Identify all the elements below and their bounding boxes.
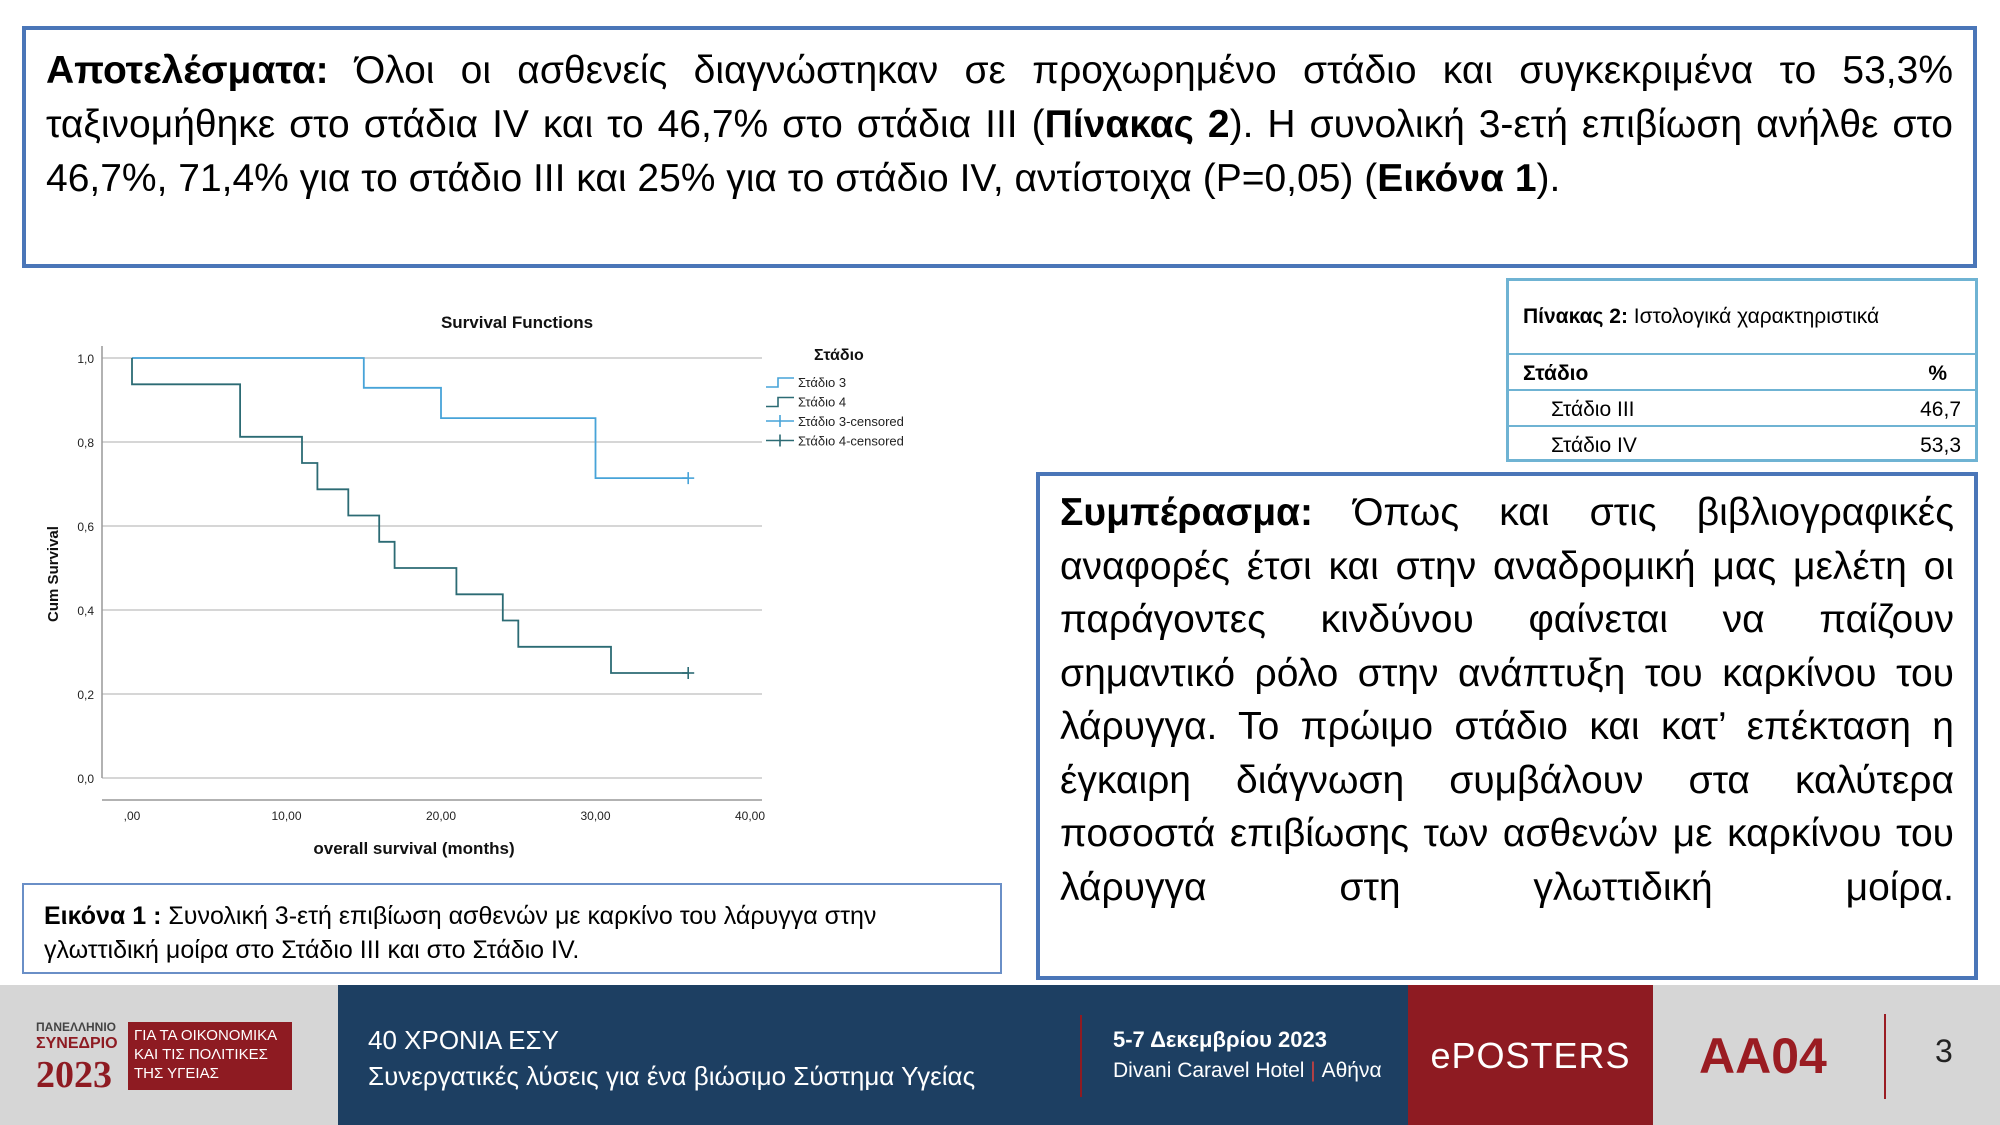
logo-text-line: ΚΑΙ ΤΙΣ ΠΟΛΙΤΙΚΕΣ bbox=[134, 1046, 268, 1063]
conference-logo bbox=[0, 985, 338, 1125]
footer-title-block bbox=[338, 985, 1408, 1125]
table-header-percent: % bbox=[1928, 362, 1947, 385]
survival-chart-svg bbox=[22, 300, 982, 870]
table-header-row bbox=[1509, 353, 1975, 389]
poster-id-divider bbox=[1884, 1014, 1886, 1099]
results-label: Αποτελέσματα: bbox=[46, 49, 329, 92]
table-title-text: Ιστολογικά χαρακτηριστικά bbox=[1627, 305, 1880, 328]
page-number: 3 bbox=[1935, 1033, 1953, 1069]
figure-caption-text: Συνολική 3-ετή επιβίωση ασθενών με καρκίνο του λάρυγγα στην γλωττιδική μοίρα στο Στάδιο III και στο Στάδιο IV. bbox=[44, 902, 877, 964]
survival-curve bbox=[132, 358, 688, 673]
conclusion-paragraph bbox=[1060, 486, 1954, 914]
figure-caption-box bbox=[22, 883, 1002, 974]
table-cell-stage: Στάδιο IV bbox=[1551, 434, 1637, 457]
results-box bbox=[22, 26, 1977, 268]
footer-banner bbox=[0, 985, 2000, 1125]
legend-entry: Στάδιο 3 bbox=[798, 375, 847, 390]
legend-swatch bbox=[766, 378, 794, 387]
x-tick-label: 10,00 bbox=[271, 809, 302, 823]
figure-caption bbox=[44, 899, 980, 967]
x-tick-label: 40,00 bbox=[734, 809, 766, 823]
footer-title: 40 ΧΡΟΝΙΑ ΕΣΥ bbox=[368, 1025, 559, 1055]
results-paragraph bbox=[46, 44, 1953, 206]
results-text-1: Όλοι οι ασθενείς διαγνώστηκαν σε προχωρημένο στάδιο και συγκεκριμένα το 53,3% ταξινομήθηκε στο στάδια IV και το 46,7% στο στάδια III ( bbox=[46, 49, 1953, 146]
table-reference: Πίνακας 2 bbox=[1044, 103, 1230, 146]
y-tick-label: 0,6 bbox=[77, 520, 94, 534]
table-row bbox=[1509, 425, 1975, 461]
legend-entry: Στάδιο 3-censored bbox=[798, 414, 904, 429]
legend-swatch bbox=[766, 398, 794, 407]
chart-y-axis-label: Cum Survival bbox=[45, 526, 62, 622]
footer-subtitle: Συνεργατικές λύσεις για ένα βιώσιμο Σύστημα Υγείας bbox=[368, 1061, 976, 1091]
y-tick-label: 1,0 bbox=[77, 352, 94, 366]
poster-code: AA04 bbox=[1699, 1028, 1827, 1084]
conclusion-box bbox=[1036, 472, 1978, 980]
conclusion-label: Συμπέρασμα: bbox=[1060, 491, 1314, 534]
table-cell-value: 46,7 bbox=[1920, 398, 1961, 421]
eposters-block bbox=[1408, 985, 1653, 1125]
x-tick-label: 30,00 bbox=[580, 809, 611, 823]
table-cell-value: 53,3 bbox=[1920, 434, 1961, 457]
x-tick-label: 20,00 bbox=[425, 809, 457, 823]
logo-text-line: ΤΗΣ ΥΓΕΙΑΣ bbox=[134, 1065, 219, 1082]
results-text-2: ). Η συνολική 3-ετή επιβίωση ανήλθε στο 46,7%, 71,4% για το στάδιο III και 25% για το στάδιο IV, αντίστοιχα (P=0,05) ( bbox=[46, 103, 1953, 200]
chart-legend-title: Στάδιο bbox=[814, 347, 864, 364]
eposters-label: ePOSTERS bbox=[1430, 1035, 1631, 1076]
footer-divider bbox=[1080, 1015, 1082, 1097]
conclusion-text: Όπως και στις βιβλιογραφικές αναφορές έτσι και στην αναδρομική μας μελέτη οι παράγοντες κινδύνου φαίνεται να παίζουν σημαντικό ρόλο στην ανάπτυξη του καρκίνου του λάρυγγα. Το πρώιμο στάδιο και κατ’ επέκταση η έγκαιρη διάγνωση συμβάλουν στα καλύτερα ποσοστά επιβίωσης των ασθενών με καρκίνου του λάρυγγα στη γλωττιδική μοίρα. bbox=[1060, 491, 1954, 909]
logo-word-panhellenic: ΠΑΝΕΛΛΗΝΙΟ bbox=[36, 1020, 117, 1034]
results-text-3: ). bbox=[1536, 157, 1561, 200]
logo-word-congress: ΣΥΝΕΔΡΙΟ bbox=[36, 1035, 118, 1052]
y-tick-label: 0,2 bbox=[77, 688, 94, 702]
legend-entry: Στάδιο 4 bbox=[798, 394, 847, 410]
survival-chart bbox=[22, 300, 982, 870]
logo-year: 2023 bbox=[36, 1054, 112, 1096]
legend-entry: Στάδιο 4-censored bbox=[798, 433, 904, 449]
figure-reference: Εικόνα 1 bbox=[1377, 157, 1537, 200]
footer-city: Αθήνα bbox=[1321, 1059, 1382, 1082]
chart-title: Survival Functions bbox=[440, 313, 594, 332]
y-tick-label: 0,0 bbox=[77, 772, 94, 786]
logo-red-block bbox=[128, 1022, 292, 1090]
poster-id-block bbox=[1653, 985, 2000, 1125]
table-cell-stage: Στάδιο III bbox=[1551, 398, 1635, 421]
y-tick-label: 0,4 bbox=[77, 604, 94, 618]
y-tick-label: 0,8 bbox=[77, 436, 94, 450]
table-row bbox=[1509, 389, 1975, 425]
chart-x-axis-label: overall survival (months) bbox=[313, 839, 515, 858]
footer-date: 5-7 Δεκεμβρίου 2023 bbox=[1113, 1027, 1327, 1052]
logo-text-line: ΓΙΑ ΤΑ ΟΙΚΟΝΟΜΙΚΑ bbox=[134, 1027, 278, 1044]
table-title-label: Πίνακας 2: bbox=[1523, 305, 1628, 328]
x-tick-label: ,00 bbox=[123, 809, 141, 823]
histology-table bbox=[1506, 278, 1978, 462]
footer-venue-name: Divani Caravel Hotel bbox=[1113, 1059, 1305, 1082]
survival-curve bbox=[132, 358, 688, 478]
figure-caption-label: Εικόνα 1 : bbox=[44, 902, 162, 930]
footer-venue bbox=[1113, 1059, 1382, 1083]
table-title bbox=[1523, 305, 1879, 329]
footer-venue-separator: | bbox=[1310, 1059, 1316, 1082]
table-header-stage: Στάδιο bbox=[1523, 362, 1589, 385]
